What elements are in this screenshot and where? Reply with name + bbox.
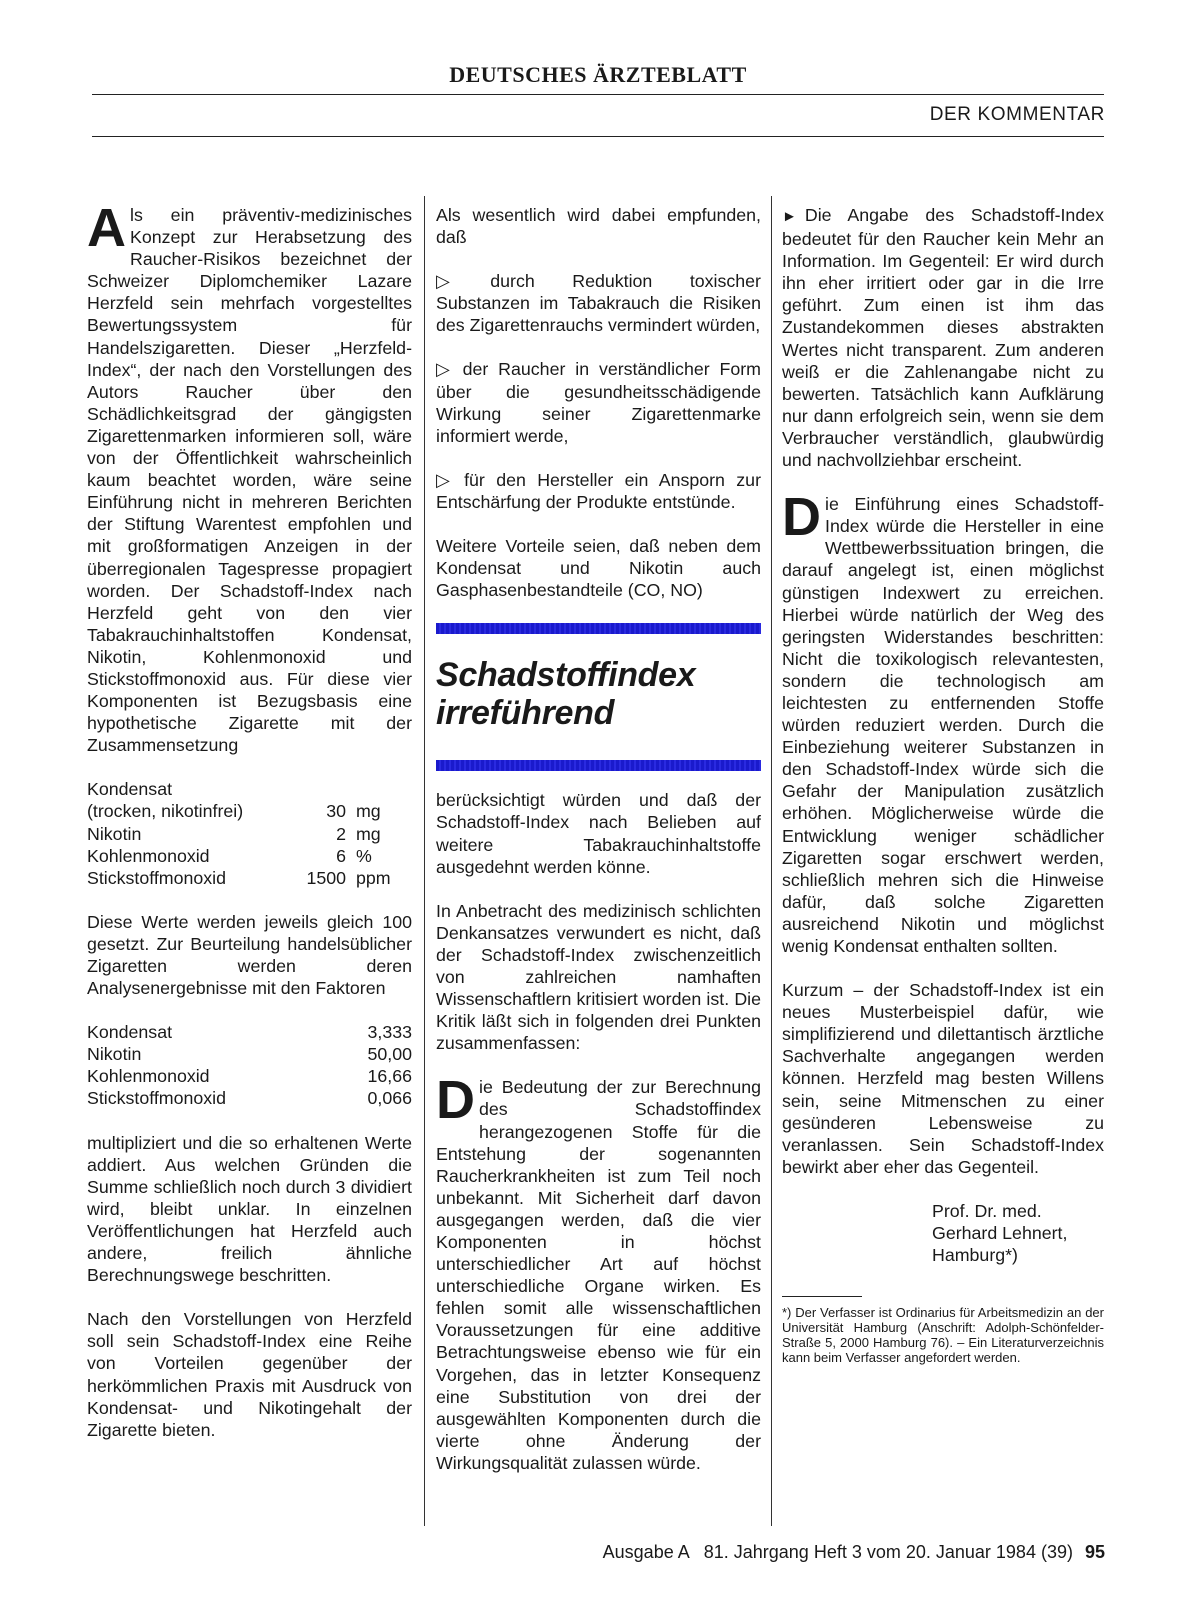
arrow-bullet-icon: ► [782,208,797,225]
cell-factor: 3,333 [367,1022,412,1043]
cell-value: 1500 [306,867,346,888]
table-row [87,800,412,822]
page-number: 95 [1084,1542,1105,1562]
table-row [87,1065,412,1087]
header-rule-bottom [92,136,1104,137]
page-footer [603,1542,1105,1563]
footnote: *) Der Verfasser ist Ordinarius für Arbeitsmedizin an der Universität Hamburg (Anschrift: Adolph-Schönfelder-Straße 5, 2000 Hamburg 76). – Ein Literaturverzeichnis kann beim Verfasser angefordert werden. [782,1305,1104,1366]
paragraph: Als wesentlich wird dabei empfunden, daß [436,205,761,248]
reference-values-table [87,778,412,888]
headline-line-2: irreführend [436,694,615,733]
cell-value [291,778,356,800]
cell-value: 6 [336,845,346,866]
cell-name: Stickstoffmonoxid [87,867,227,888]
cell-unit: ppm [356,867,391,888]
table-row [87,845,412,867]
bullet-item [782,204,1104,471]
cell-value: 2 [336,823,346,844]
intro-paragraph [87,198,412,756]
column-divider-1 [424,196,425,1526]
cell-name: Stickstoffmonoxid [87,1088,227,1109]
article-column-3 [782,204,1104,1365]
paragraph-text: ls ein präventiv-medizinisches Konzept zur Herabsetzung des Raucher-Risikos bezeichnet der Schweizer Diplomchemiker Lazare Herzfeld sein mehrfach vorgestelltes Bewertungssystem für Handelszigaretten. Dieser „Herzfeld-Index“, der nach den Vorstellungen des Autors Raucher über den Schädlichkeitsgrad der gängigsten Zigarettenmarken informieren soll, wäre von der Öffentlichkeit wahrscheinlich kaum beachtet worden, wäre seine Einführung nicht in mehreren Berichten der Stiftung Warentest empfohlen und mit großformatigen Anzeigen in der überregionalen Tagespresse propagiert worden. Der Schadstoff-Index nach Herzfeld geht von den vier Tabakrauchinhaltstoffen Kondensat, Nikotin, Kohlenmonoxid und Stickstoffmonoxid aus. Für diese vier Komponenten ist Bezugsbasis eine hypothetische Zigarette mit der Zusammensetzung [87,205,412,756]
author-name: Gerhard Lehnert, [932,1223,1068,1244]
cell-factor: 0,066 [367,1088,412,1109]
cell-unit [356,778,412,800]
author-location: Hamburg*) [932,1245,1018,1266]
bullet-item [436,358,761,446]
paragraph: Weitere Vorteile seien, daß neben dem Kondensat und Nikotin auch Gasphasenbestandteile (CO, NO) [436,536,761,601]
bullet-item [436,469,761,513]
cell-unit: % [356,845,372,866]
drop-cap: A [87,198,126,258]
paragraph [782,487,1104,957]
column-divider-2 [771,196,772,1526]
cell-unit: mg [356,801,381,822]
headline-bar-bottom [436,760,761,771]
bullet-text: der Raucher in verständlicher Form über die gesundheitsschädigende Wirkung seiner Zigarettenmarke informiert werde, [436,359,761,446]
cell-name: Kondensat [87,779,173,800]
headline-bar-top [436,623,761,634]
triangle-bullet-icon: ▷ [436,469,457,490]
cell-name: Kondensat [87,1022,173,1043]
paragraph: In Anbetracht des medizinisch schlichten Denkansatzes verwundert es nicht, daß der Schadstoff-Index zwischenzeitlich von zahlreichen namhaften Wissenschaftlern kritisiert worden ist. Die Kritik läßt sich in folgenden drei Punkten zusammenfassen: [436,900,761,1054]
factors-table [87,1021,412,1109]
cell-name: Nikotin [87,823,142,844]
bullet-item [436,270,761,336]
article-column-1 [87,198,412,1463]
paragraph-text: ie Bedeutung der zur Berechnung des Schadstoffindex herangezogenen Stoffe für die Entstehung der sogenannten Raucherkrankheiten ist zum Teil noch unbekannt. Mit Sicherheit darf davon ausgegangen werden, daß die vier Komponenten in höchst unterschiedlicher Art auf höchst unterschiedliche Organe wirken. Es fehlen somit alle wissenschaftlichen Voraussetzungen für eine additive Betrachtungsweise ebenso wie für ein Vorgehen, das in letzter Konsequenz eine Substitution von drei der ausgewählten Komponenten durch die vierte ohne Änderung der Wirkungsqualität zulassen würde. [436,1077,761,1473]
article-headline [436,656,761,732]
cell-factor: 16,66 [367,1066,412,1087]
paragraph: berücksichtigt würden und daß der Schadstoff-Index nach Belieben auf weitere Tabakrauchinhaltstoffe ausgedehnt werden könne. [436,790,761,877]
table-row [87,1087,412,1109]
paragraph: Kurzum – der Schadstoff-Index ist ein neues Musterbeispiel dafür, wie simplifizierend und dilettantisch ärztliche Sachverhalte angegangen werden können. Herzfeld mag besten Willens sein, seine Mitmenschen zu einer gesünderen Lebensweise zu veranlassen. Sein Schadstoff-Index bewirkt aber eher das Gegenteil. [782,980,1104,1177]
table-row [87,867,412,889]
bullet-text: durch Reduktion toxischer Substanzen im Tabakrauch die Risiken des Zigarettenrauchs vermindert würden, [436,271,761,336]
masthead-title: DEUTSCHES ÄRZTEBLATT [449,62,747,87]
section-label: DER KOMMENTAR [929,104,1105,125]
table-row [87,1021,412,1043]
triangle-bullet-icon: ▷ [436,359,455,380]
paragraph [436,1070,761,1474]
headline-box [436,623,761,771]
triangle-bullet-icon: ▷ [436,271,483,292]
header-rule-top [92,94,1104,95]
footnote-rule [782,1296,862,1297]
paragraph: multipliziert und die so erhaltenen Werte addiert. Aus welchen Gründen die Summe schließlich noch durch 3 dividiert wird, bleibt unklar. In einzelnen Veröffentlichungen hat Herzfeld auch andere, freilich ähnliche Berechnungswege beschritten. [87,1132,412,1286]
cell-name: Nikotin [87,1044,142,1065]
article-column-2 [436,204,761,1496]
bullet-text: Die Angabe des Schadstoff-Index bedeutet für den Raucher kein Mehr an Information. Im Gegenteil: Er wird durch ihn eher irritiert oder gar in die Irre geführt. Zum einen ist ihm das Zustandekommen dieses abstrakten Wertes nicht transparent. Zum anderen weiß er die Zahlenangabe nicht zu bewerten. Tatsächlich kann Aufklärung nur dann erfolgreich sein, wenn sie dem Verbraucher verständlich, glaubwürdig und nachvollziehbar erscheint. [782,205,1104,471]
table-row [87,823,412,845]
drop-cap: D [436,1070,475,1131]
cell-unit: mg [356,823,381,844]
table-row [87,1043,412,1065]
paragraph: Diese Werte werden jeweils gleich 100 gesetzt. Zur Beurteilung handelsüblicher Zigaretten werden deren Analysenergebnisse mit den Faktoren [87,911,412,999]
cell-name: Kohlenmonoxid [87,845,210,866]
cell-name: Kohlenmonoxid [87,1066,210,1087]
cell-name: (trocken, nikotinfrei) [87,801,244,822]
paragraph-text: ie Einführung eines Schadstoff-Index würde die Hersteller in eine Wettbewerbssituation bringen, die darauf angelegt ist, einen möglichst günstigen Indexwert zu erreichen. Hierbei würde natürlich der Weg des geringsten Widerstandes beschritten: Nicht die toxikologisch relevantesten, sondern die technologisch am leichtesten zu entfernenden Stoffe würden reduziert werden. Durch die Einbeziehung weiterer Substanzen in den Schadstoff-Index würde sich die Gefahr der Manipulation zusätzlich erhöhen. Möglicherweise würde die Entwicklung weniger schädlicher Zigaretten sogar erschwert werden, schließlich mehren sich die Hinweise dafür, daß solche Zigaretten ausreichend Nikotin und möglichst wenig Kondensat enthalten sollten. [782,494,1104,956]
author-signature [932,1200,1104,1266]
issue-info: Ausgabe A 81. Jahrgang Heft 3 vom 20. Januar 1984 (39) [602,1542,1073,1562]
bullet-text: für den Hersteller ein Ansporn zur Entschärfung der Produkte entstünde. [436,469,761,512]
cell-factor: 50,00 [367,1044,412,1065]
paragraph: Nach den Vorstellungen von Herzfeld soll sein Schadstoff-Index eine Reihe von Vorteilen gegenüber der herkömmlichen Praxis mit Ausdruck von Kondensat- und Nikotingehalt der Zigarette bieten. [87,1309,412,1440]
table-row [87,778,412,800]
author-title: Prof. Dr. med. [932,1200,1042,1221]
headline-line-1: Schadstoffindex [436,656,696,695]
cell-value: 30 [326,801,346,822]
drop-cap: D [782,487,821,548]
